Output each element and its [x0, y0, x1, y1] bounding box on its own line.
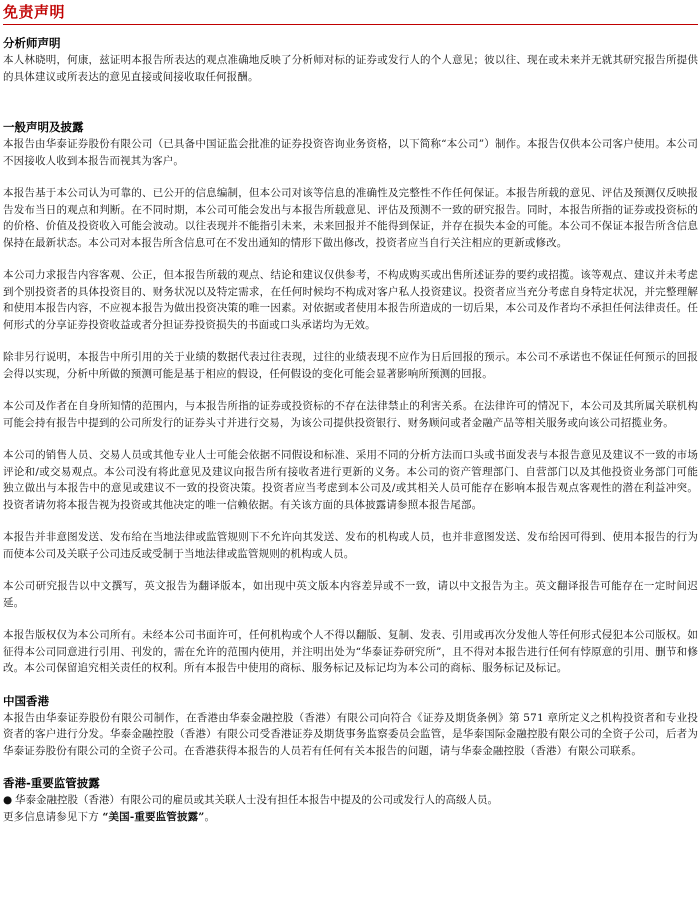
- hk-regulatory-heading: 香港-重要监管披露: [3, 776, 100, 790]
- general-paragraph-issuer: 本报告由华泰证券股份有限公司（已具备中国证监会批准的证券投资咨询业务资格，以下简称“本公司”）制作。本报告仅供本公司客户使用。本公司不因接收人收到本报告而视其为客户。: [3, 138, 698, 167]
- general-disclosure-heading: 一般声明及披露: [3, 120, 84, 134]
- hong-kong-paragraph: 本报告由华泰证券股份有限公司制作，在香港由华泰金融控股（香港）有限公司向符合《证券及期货条例》第 571 章所定义之机构投资者和专业投资者的客户进行分发。华泰金融控股（香港）有限公司受香港证券及期货事务监察委员会监管，是华泰国际金融控股有限公司的全资子公司，后者为华泰证券股份有限公司的全资子公司。在香港获得本报告的人员若有任何有关本报告的问题，请与华泰金融控股（香港）有限公司联系。: [3, 711, 698, 757]
- general-paragraph-distribution: 本报告并非意图发送、发布给在当地法律或监管规则下不允许向其发送、发布的机构或人员，也并非意图发送、发布给因可得到、使用本报告的行为而使本公司及关联子公司违反或受制于当地法律或监管规则的机构或人员。: [3, 531, 698, 560]
- more-info-prefix: 更多信息请参见下方: [3, 810, 103, 823]
- hk-regulatory-bullet: [3, 792, 698, 809]
- general-paragraph-conflicts: 本公司及作者在自身所知情的范围内，与本报告所指的证券或投资标的不存在法律禁止的利害关系。在法律许可的情况下，本公司及其所属关联机构可能会持有报告中提到的公司所发行的证券头寸并进行交易，为该公司提供投资银行、财务顾问或者金融产品等相关服务或向该公司招揽业务。: [3, 400, 698, 429]
- more-info-suffix: 。: [204, 810, 216, 823]
- general-paragraph-copyright: 本报告版权仅为本公司所有。未经本公司书面许可，任何机构或个人不得以翻版、复制、发表、引用或再次分发他人等任何形式侵犯本公司版权。如征得本公司同意进行引用、刊发的，需在允许的范围内使用，并注明出处为“华泰证券研究所”，且不得对本报告进行任何有悖原意的引用、删节和修改。本公司保留追究相关责任的权利。所有本报告中使用的商标、服务标记及标记均为本公司的商标、服务标记及标记。: [3, 629, 698, 674]
- hong-kong-section: [3, 693, 698, 760]
- analyst-statement-section: [3, 35, 698, 85]
- hong-kong-heading: 中国香港: [3, 693, 49, 708]
- general-paragraph-reference-only: 本公司力求报告内容客观、公正，但本报告所载的观点、结论和建议仅供参考，不构成购买或出售所述证券的要约或招揽。该等观点、建议并未考虑到个别投资者的具体投资目的、财务状况以及特定需求，在任何时候均不构成对客户私人投资建议。投资者应当充分考虑自身特定状况，并完整理解和使用本报告内容，不应视本报告为做出投资决策的唯一因素。对依据或者使用本报告所造成的一切后果，本公司及作者均不承担任何法律责任。任何形式的分享证券投资收益或者分担证券投资损失的书面或口头承诺均为无效。: [3, 269, 698, 331]
- analyst-statement-heading: 分析师声明: [3, 36, 61, 50]
- bullet-dot-icon: ●: [3, 794, 13, 806]
- general-paragraph-reliability: 本报告基于本公司认为可靠的、已公开的信息编制，但本公司对该等信息的准确性及完整性不作任何保证。本报告所载的意见、评估及预测仅反映报告发布当日的观点和判断。在不同时期，本公司可能会发出与本报告所载意见、评估及预测不一致的研究报告。同时，本报告所指的证券或投资标的的价格、价值及投资收入可能会波动。以往表现并不能指引未来，未来回报并不能得到保证，并存在损失本金的可能。本公司不保证本报告所含信息保持在最新状态。本公司对本报告所含信息可在不发出通知的情形下做出修改，投资者应当自行关注相应的更新或修改。: [3, 187, 698, 249]
- title-divider: [3, 24, 698, 25]
- general-paragraph-past-performance: 除非另行说明，本报告中所引用的关于业绩的数据代表过往表现，过往的业绩表现不应作为日后回报的预示。本公司不承诺也不保证任何预示的回报会得以实现，分析中所做的预测可能是基于相应的假设，任何假设的变化可能会显著影响所预测的回报。: [3, 351, 698, 380]
- page-title: 免责声明: [3, 3, 66, 21]
- general-paragraph-sales-views: 本公司的销售人员、交易人员或其他专业人士可能会依据不同假设和标准、采用不同的分析方法而口头或书面发表与本报告意见及建议不一致的市场评论和/或交易观点。本公司没有将此意见及建议向报告所有接收者进行更新的义务。本公司的资产管理部门、自营部门以及其他投资业务部门可能独立做出与本报告中的意见或建议不一致的投资决策。投资者应当考虑到本公司及/或其相关人员可能存在影响本报告观点客观性的潜在利益冲突。投资者请勿将本报告视为投资或其他决定的唯一信赖依据。有关该方面的具体披露请参照本报告尾部。: [3, 449, 698, 511]
- analyst-statement-paragraph: 本人林晓明，何康，兹证明本报告所表达的观点准确地反映了分析师对标的证券或发行人的个人意见；彼以往、现在或未来并无就其研究报告所提供的具体建议或所表达的意见直接或间接收取任何报酬。: [3, 54, 698, 83]
- general-disclosure-section: [3, 119, 698, 677]
- hk-regulatory-section: [3, 775, 698, 825]
- us-regulatory-reference: “美国-重要监管披露”: [102, 810, 205, 823]
- general-paragraph-language: 本公司研究报告以中文撰写，英文报告为翻译版本，如出现中英文版本内容差异或不一致，请以中文报告为主。英文翻译报告可能存在一定时间迟延。: [3, 580, 698, 609]
- hk-regulatory-bullet-text: 华泰金融控股（香港）有限公司的雇员或其关联人士没有担任本报告中提及的公司或发行人的高级人员。: [15, 794, 498, 806]
- hk-regulatory-more-info: [3, 809, 698, 826]
